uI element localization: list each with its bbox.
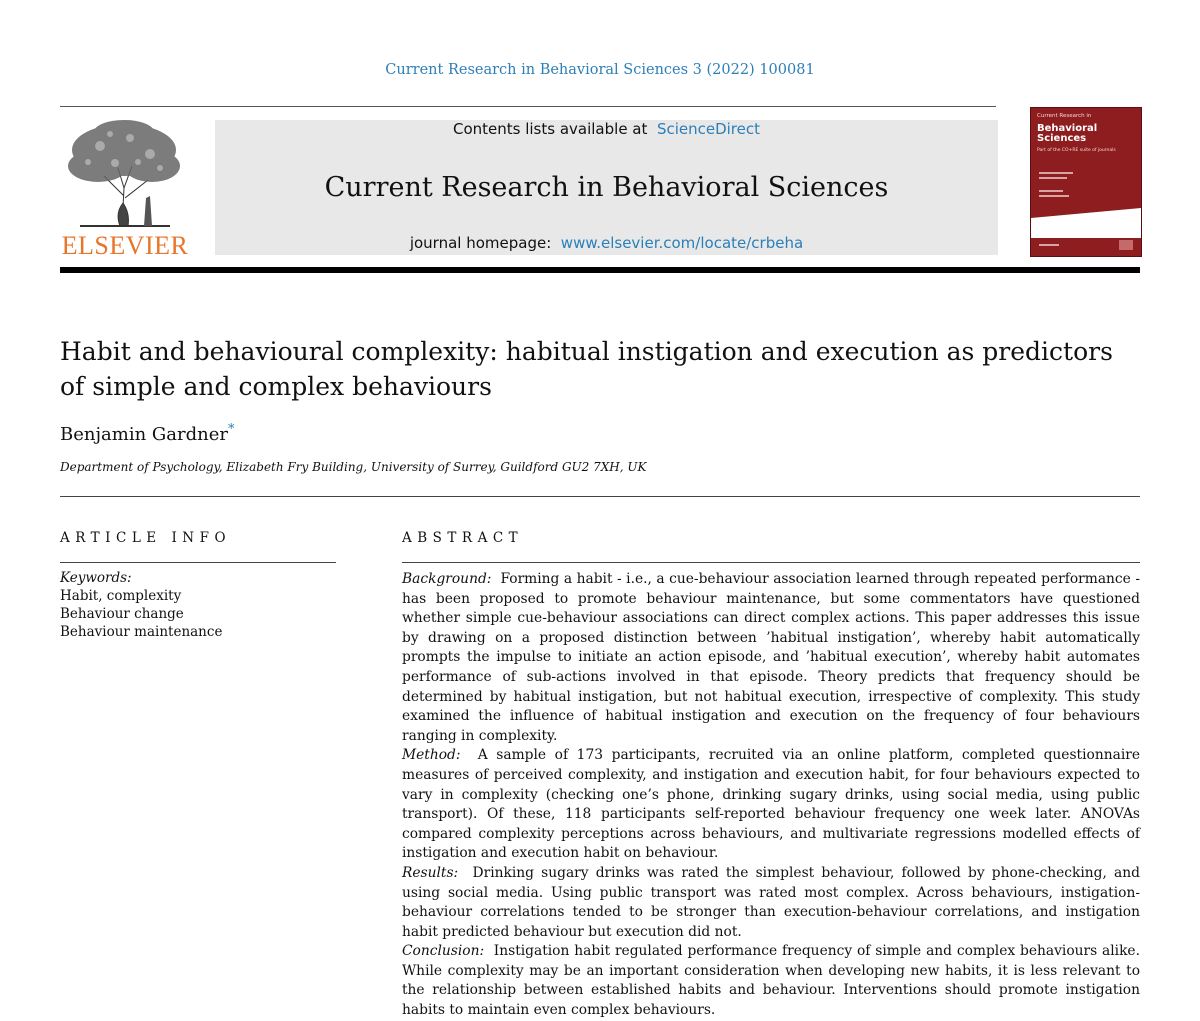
cover-title-line2: Sciences [1037,133,1087,144]
article-title: Habit and behavioural complexity: habitual instigation and execution as predictors of simple and complex behaviours [60,337,1113,401]
abstract-method [402,746,1140,864]
cover-graphic-icon [1031,168,1141,256]
abstract-section-label: Conclusion: [402,943,485,960]
cover-title [1037,124,1097,144]
abstract-section-text: Forming a habit - i.e., a cue-behaviour association learned through repeated performance - has been proposed to promote behaviour maintenance, but some commentators have questioned whether simple cue-behaviour associations can direct complex actions. This paper addresses this issue by drawing on a proposed distinction between ’habitual instigation’, whereby habit automatically prompts the impulse to initiate an action episode, and ’habitual execution’, whereby habit automates performance of sub-actions involved in that episode. Theory predicts that frequency should be determined by habitual instigation, but not habitual execution, irrespective of complexity. This study examined the influence of habitual instigation and execution on the frequency of four behaviours ranging in complexity. [402,571,1140,744]
journal-title: Current Research in Behavioral Sciences [324,172,889,203]
abstract-results [402,864,1140,942]
header-divider [60,106,996,107]
banner-divider [60,267,1140,273]
homepage-prefix: journal homepage: [409,234,552,252]
abstract-divider [402,562,1140,563]
abstract-section-text: Instigation habit regulated performance frequency of simple and complex behaviours alike. While complexity may be an important consideration when developing new habits, it is less relevant to the relationship between established habits and behaviour. Interventions should promote instigation habits to maintain even complex behaviours. [402,943,1140,1019]
corresponding-author-mark[interactable]: * [228,422,235,437]
abstract-section-text: Drinking sugary drinks was rated the simplest behaviour, followed by phone-checking, and using social media. Using public transport was rated most complex. Across behaviours, instigation-behaviour correlations tended to be stronger than execution-behaviour correlations, and instigation habit predicted behaviour but execution did not. [402,864,1140,940]
contents-line [215,120,998,138]
article-info-heading: ARTICLE INFO [60,530,232,546]
publisher-logo [60,118,190,258]
abstract-section-label: Method: [402,747,461,764]
abstract-heading: ABSTRACT [402,530,524,546]
abstract-conclusion [402,942,1140,1020]
journal-banner [215,120,998,255]
keywords-block [60,569,222,641]
tree-logo-icon [60,118,190,228]
cover-title-line1: Behavioral [1037,123,1098,134]
abstract-body [402,570,1140,1021]
homepage-link[interactable]: www.elsevier.com/locate/crbeha [560,234,804,252]
homepage-line [215,234,998,252]
publisher-name: ELSEVIER [61,231,189,260]
author-name[interactable]: Benjamin Gardner [60,424,229,445]
section-divider [60,496,1140,497]
keyword-item: Behaviour change [60,606,184,622]
keywords-label: Keywords: [60,570,132,586]
cover-top-text: Current Research in [1037,113,1092,119]
author-affiliation: Department of Psychology, Elizabeth Fry Building, University of Surrey, Guildford GU2 7XH, UK [60,460,647,474]
keyword-item: Habit, complexity [60,588,182,604]
abstract-background [402,570,1140,746]
cover-subtitle: Part of the CO+RE suite of journals [1037,148,1116,153]
author-line [60,422,235,445]
journal-citation[interactable]: Current Research in Behavioral Sciences 3 (2022) 100081 [385,62,815,78]
abstract-section-label: Results: [402,864,459,881]
keyword-item: Behaviour maintenance [60,624,223,640]
journal-cover[interactable] [1030,107,1142,257]
abstract-section-label: Background: [402,571,492,587]
abstract-section-text: A sample of 173 participants, recruited via an online platform, completed questionnaire measures of perceived complexity, and instigation and execution habit, for four behaviours expected to vary in complexity (checking one’s phone, drinking sugary drinks, using social media, using public transport). Of these, 118 participants self-reported behaviour frequency one week later. ANOVAs compared complexity perceptions across behaviours, and multivariate regressions modelled effects of instigation and execution habit on behaviour. [402,747,1140,862]
sciencedirect-link[interactable]: ScienceDirect [656,120,760,138]
contents-prefix: Contents lists available at [452,120,648,138]
article-info-divider [60,562,336,563]
